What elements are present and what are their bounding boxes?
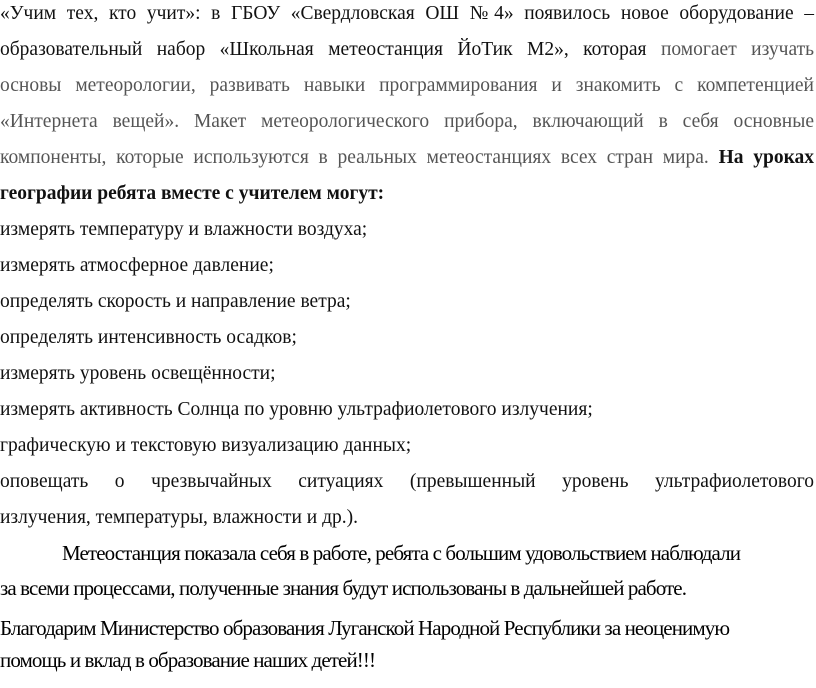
thanks-line: Благодарим Министерство образования Луганской Народной Республики за неоценимую [0,616,730,640]
capability-item: оповещать о чрезвычайных ситуациях (превышенный уровень ультрафиолетового [0,471,814,492]
intro-line [0,38,814,62]
capability-item: измерять активность Солнца по уровню ультрафиолетового излучения; [0,399,593,420]
conclusion-line: за всеми процессами, полученные знания будут использованы в дальнейшей работе. [0,576,687,600]
capability-item: измерять атмосферное давление; [0,255,274,276]
conclusion-line: Метеостанция показала себя в работе, ребята с большим удовольствием наблюдали [62,541,741,565]
intro-bold: географии ребята вместе с учителем могут: [0,183,385,204]
intro-line: «Учим тех, кто учит»: в ГБОУ «Свердловская ОШ №4» появилось новое оборудование – [0,3,814,24]
intro-bold: На уроках [718,147,815,168]
capability-item: измерять уровень освещённости; [0,363,276,384]
intro-line [0,146,814,170]
capability-item: определять скорость и направление ветра; [0,291,351,312]
intro-text: образовательный набор «Школьная метеостанция ЙоТик М2», которая [0,39,647,60]
capability-item: излучения, температуры, влажности и др.). [0,507,358,528]
capability-item: графическую и текстовую визуализацию данных; [0,435,412,456]
capability-item: определять интенсивность осадков; [0,327,297,348]
intro-text-grey: помогает изучать [660,39,815,60]
thanks-line: помощь и вклад в образование наших детей!!! [0,648,376,672]
intro-line: основы метеорологии, развивать навыки программирования и знакомить с компетенцией [0,75,814,96]
capability-item: измерять температуру и влажности воздуха; [0,219,368,240]
intro-line: «Интернета вещей». Макет метеорологического прибора, включающий в себя основные [0,111,814,132]
intro-line [0,182,814,206]
intro-text-grey: компоненты, которые используются в реальных метеостанциях всех стран мира. [0,147,709,168]
